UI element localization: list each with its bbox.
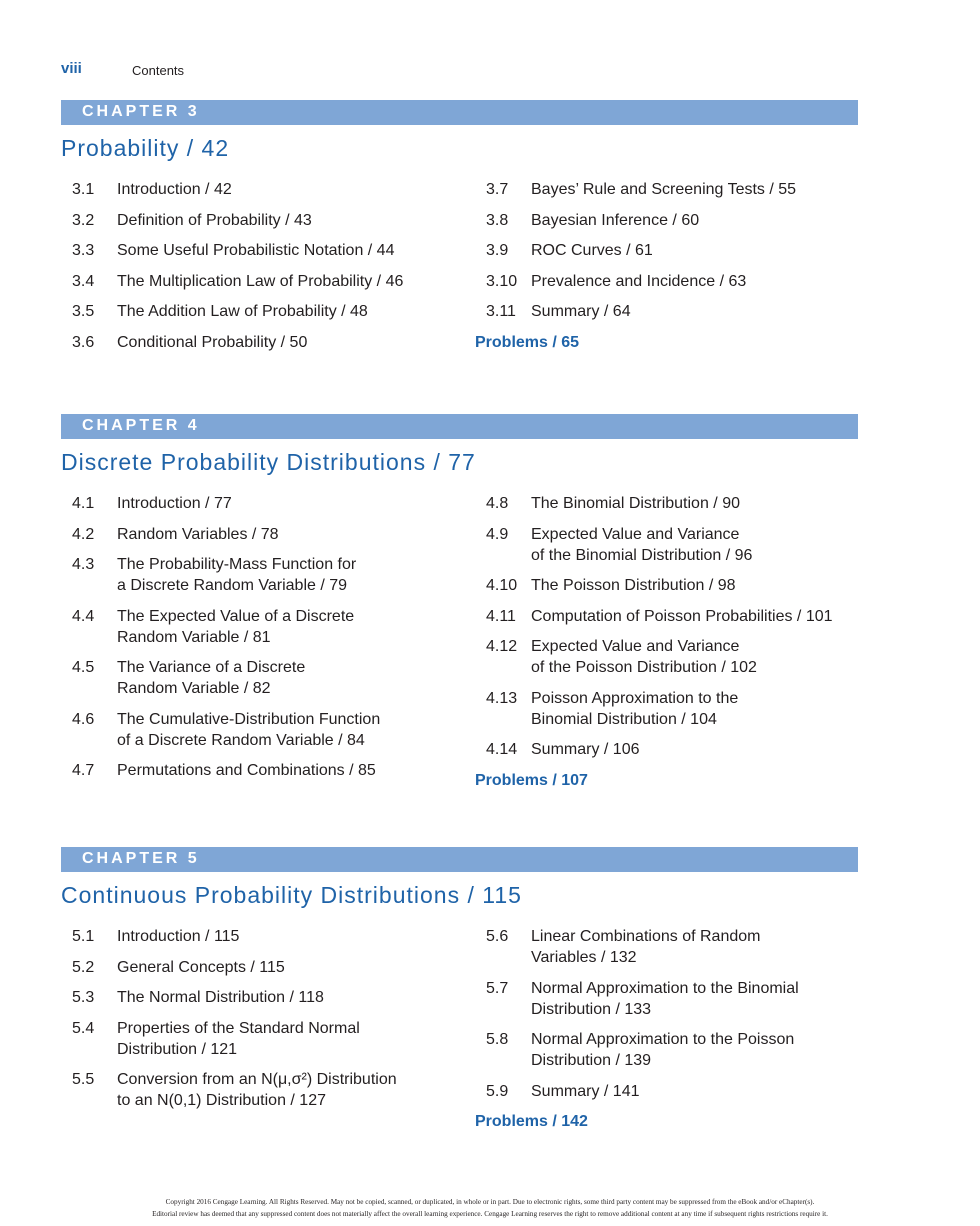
toc-entry[interactable] xyxy=(61,987,461,1008)
toc-entry[interactable] xyxy=(61,301,461,322)
chapter-label: CHAPTER 5 xyxy=(82,850,200,867)
toc-entry[interactable] xyxy=(61,606,461,648)
section-number: 5.7 xyxy=(486,979,509,997)
chapter-section xyxy=(61,100,858,374)
problems-link[interactable]: Problems / 107 xyxy=(475,771,588,789)
section-title: Conditional Probability / 50 xyxy=(117,333,308,351)
section-title: The Variance of a Discrete Random Variable / 82 xyxy=(117,659,306,697)
toc-entry[interactable] xyxy=(475,524,875,566)
toc-entry[interactable] xyxy=(475,1029,875,1071)
toc-entry[interactable] xyxy=(475,606,875,627)
chapter-bar xyxy=(61,414,858,439)
section-number: 4.3 xyxy=(72,556,95,573)
section-title: Bayesian Inference / 60 xyxy=(531,211,700,229)
section-title: Computation of Poisson Probabilities / 101 xyxy=(531,607,833,625)
toc-entry[interactable] xyxy=(475,271,875,292)
section-title: General Concepts / 115 xyxy=(117,958,285,976)
toc-entry[interactable] xyxy=(61,332,461,353)
toc-entry[interactable] xyxy=(475,493,875,514)
problems-link[interactable]: Problems / 65 xyxy=(475,333,580,351)
section-title: Normal Approximation to the Binomial Distribution / 133 xyxy=(531,979,799,1018)
section-title: ROC Curves / 61 xyxy=(531,242,653,259)
toc-entry[interactable] xyxy=(61,760,461,781)
section-number: 5.6 xyxy=(486,928,509,945)
section-column-left xyxy=(61,926,461,1121)
section-title: The Binomial Distribution / 90 xyxy=(531,495,740,512)
toc-entry[interactable] xyxy=(61,1069,461,1111)
section-title: Introduction / 77 xyxy=(117,495,232,512)
problems-link[interactable]: Problems / 142 xyxy=(475,1113,588,1130)
section-title: Random Variables / 78 xyxy=(117,525,279,543)
section-column-right xyxy=(475,493,875,791)
section-title: Bayes’ Rule and Screening Tests / 55 xyxy=(531,181,797,198)
section-title: The Addition Law of Probability / 48 xyxy=(117,303,368,320)
toc-entry[interactable] xyxy=(61,926,461,947)
section-title: The Probability-Mass Function for a Discrete Random Variable / 79 xyxy=(117,556,357,594)
toc-entry[interactable] xyxy=(61,657,461,699)
section-column-right xyxy=(475,179,875,353)
toc-entry[interactable] xyxy=(475,575,875,596)
toc-entry[interactable] xyxy=(61,210,461,231)
toc-entry[interactable] xyxy=(61,240,461,261)
section-title: Normal Approximation to the Poisson Distribution / 139 xyxy=(531,1031,795,1069)
toc-entry[interactable] xyxy=(61,957,461,978)
chapter-bar xyxy=(61,847,858,872)
section-column-left xyxy=(61,179,461,362)
section-number: 4.4 xyxy=(72,607,95,625)
section-number: 3.10 xyxy=(486,272,518,290)
toc-entry[interactable] xyxy=(475,688,875,730)
section-number: 3.7 xyxy=(486,181,509,198)
section-columns xyxy=(61,493,858,805)
toc-entry[interactable] xyxy=(61,179,461,200)
section-number: 4.5 xyxy=(72,659,95,676)
section-number: 3.5 xyxy=(72,303,95,320)
section-number: 4.14 xyxy=(486,741,518,758)
section-title: The Expected Value of a Discrete Random Variable / 81 xyxy=(117,607,355,646)
section-title: Linear Combinations of Random Variables / 132 xyxy=(531,928,761,966)
section-title: Expected Value and Variance of the Binomial Distribution / 96 xyxy=(531,525,753,564)
section-title: The Multiplication Law of Probability / 46 xyxy=(117,272,404,290)
section-number: 5.5 xyxy=(72,1071,95,1088)
section-title: Introduction / 115 xyxy=(117,928,240,945)
running-head: Contents xyxy=(132,63,185,78)
section-title: Prevalence and Incidence / 63 xyxy=(531,272,747,290)
chapter-label: CHAPTER 3 xyxy=(82,103,200,120)
toc-entry[interactable] xyxy=(475,739,875,760)
chapter-bar xyxy=(61,100,858,125)
section-number: 5.3 xyxy=(72,989,95,1006)
section-number: 4.10 xyxy=(486,577,518,594)
section-number: 4.13 xyxy=(486,689,518,707)
chapter-title[interactable]: Discrete Probability Distributions / 77 xyxy=(61,449,476,475)
section-title: The Poisson Distribution / 98 xyxy=(531,577,736,594)
toc-entry[interactable] xyxy=(61,271,461,292)
section-title: Properties of the Standard Normal Distribution / 121 xyxy=(117,1019,360,1058)
section-number: 3.2 xyxy=(72,211,95,229)
section-number: 5.8 xyxy=(486,1031,509,1048)
section-number: 5.2 xyxy=(72,958,95,976)
section-title: Expected Value and Variance of the Poisson Distribution / 102 xyxy=(531,638,757,676)
section-number: 5.4 xyxy=(72,1019,95,1037)
toc-entry[interactable] xyxy=(61,1018,461,1060)
page-number: viii xyxy=(61,60,82,77)
section-number: 4.7 xyxy=(72,762,95,779)
section-number: 4.12 xyxy=(486,638,518,655)
section-number: 4.6 xyxy=(72,710,95,728)
section-number: 5.1 xyxy=(72,928,95,945)
toc-entry[interactable] xyxy=(61,709,461,751)
section-title: The Normal Distribution / 118 xyxy=(117,989,324,1006)
footer-line-1: Copyright 2016 Cengage Learning. All Rights Reserved. May not be copied, scanned, or duplicated, in whole or in part. Due to electronic rights, some third party content may be suppressed from the eBook and/or eChapter(s). xyxy=(165,1198,815,1206)
section-columns xyxy=(61,926,858,1184)
section-number: 3.11 xyxy=(486,303,516,320)
section-columns xyxy=(61,179,858,374)
toc-entry[interactable] xyxy=(475,240,875,261)
toc-entry[interactable] xyxy=(475,1081,875,1102)
chapter-section xyxy=(61,414,858,805)
chapter-label: CHAPTER 4 xyxy=(82,417,200,434)
chapter-title[interactable]: Continuous Probability Distributions / 115 xyxy=(61,882,522,908)
toc-entry[interactable] xyxy=(61,493,461,514)
copyright-footer xyxy=(0,1196,980,1220)
section-title: Introduction / 42 xyxy=(117,181,232,198)
section-title: Poisson Approximation to the Binomial Distribution / 104 xyxy=(531,689,739,728)
toc-entry[interactable] xyxy=(61,524,461,545)
section-number: 4.9 xyxy=(486,525,509,543)
section-number: 4.8 xyxy=(486,495,509,512)
toc-entry[interactable] xyxy=(475,926,875,968)
chapter-section xyxy=(61,847,858,1184)
toc-entry[interactable] xyxy=(475,179,875,200)
chapter-title[interactable]: Probability / 42 xyxy=(61,135,230,161)
section-title: Summary / 106 xyxy=(531,741,640,758)
section-number: 3.4 xyxy=(72,272,95,290)
section-number: 3.1 xyxy=(72,181,95,198)
section-number: 3.3 xyxy=(72,242,95,259)
section-number: 3.9 xyxy=(486,242,509,259)
section-number: 4.2 xyxy=(72,525,95,543)
section-number: 5.9 xyxy=(486,1082,509,1100)
section-title: Definition of Probability / 43 xyxy=(117,211,312,229)
section-title: The Cumulative-Distribution Function of a Discrete Random Variable / 84 xyxy=(117,710,381,749)
section-title: Conversion from an N(μ,σ²) Distribution to an N(0,1) Distribution / 127 xyxy=(117,1071,397,1109)
toc-entry[interactable] xyxy=(475,636,875,678)
section-number: 4.11 xyxy=(486,607,516,625)
toc-entry[interactable] xyxy=(475,210,875,231)
section-title: Summary / 64 xyxy=(531,303,631,320)
section-column-left xyxy=(61,493,461,791)
toc-entry[interactable] xyxy=(475,301,875,322)
toc-entry[interactable] xyxy=(61,554,461,596)
footer-line-2: Editorial review has deemed that any suppressed content does not materially affect the overall learning experience. Cengage Learning reserves the right to remove additional content at any time if subsequent rights restrictions require it. xyxy=(152,1210,828,1218)
section-number: 3.6 xyxy=(72,333,95,351)
section-column-right xyxy=(475,926,875,1132)
section-number: 4.1 xyxy=(72,495,95,512)
section-title: Some Useful Probabilistic Notation / 44 xyxy=(117,242,395,259)
section-title: Permutations and Combinations / 85 xyxy=(117,762,376,779)
section-title: Summary / 141 xyxy=(531,1082,640,1100)
section-number: 3.8 xyxy=(486,211,509,229)
toc-entry[interactable] xyxy=(475,978,875,1020)
